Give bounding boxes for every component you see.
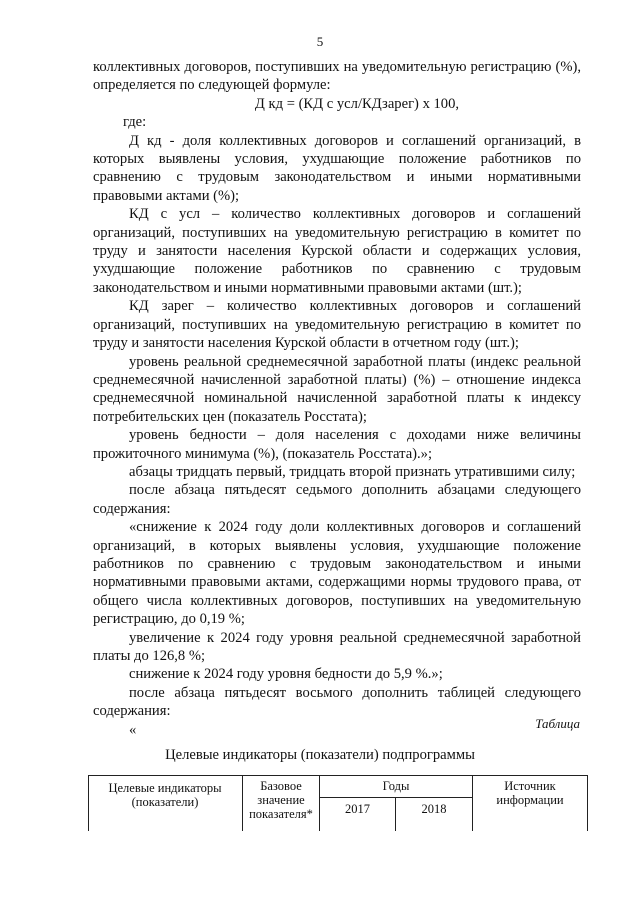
paragraph-repeal: абзацы тридцать первый, тридцать второй признать утратившими силу;	[129, 463, 576, 480]
paragraph-continuation: коллективных договоров, поступивших на уведомительную регистрацию (%), определяется по следующей формуле:	[93, 59, 581, 94]
paragraph-target-wage: увеличение к 2024 году уровня реальной среднемесячной заработной платы до 126,8 %;	[93, 629, 581, 664]
formula-where: где:	[123, 114, 147, 131]
paragraph-target-poverty: снижение к 2024 году уровня бедности до 5,9 %.»;	[129, 666, 443, 683]
table-years-underline	[319, 797, 472, 798]
paragraph-amend-58: после абзаца пятьдесят восьмого дополнить таблицей следующего содержания:	[93, 684, 581, 720]
table-label: Таблица	[535, 716, 580, 731]
definition-kd-usl: КД с усл – количество коллективных договоров и соглашений организаций, поступивших на уведомительную регистрацию в комитет по труду и занятости населения Курской области и содержащих условия, ухудшающие положение работников по сравнению с трудовым законодательством и иными нормативными правовыми актами (шт.);	[93, 206, 581, 296]
definition-poverty: уровень бедности – доля населения с доходами ниже величины прожиточного минимума (%), (показатель Росстата).»;	[93, 427, 581, 462]
definition-d-kd: Д кд - доля коллективных договоров и соглашений организаций, в которых выявлены условия, ухудшающие положение работников по сравнению с трудовым законодательством и иными нормативными правовыми актами (%);	[93, 132, 581, 204]
header-years: Годы	[382, 779, 410, 793]
definition-kd-zareg: КД зарег – количество коллективных договоров и соглашений организаций, поступивших на уведомительную регистрацию в комитет по труду и занятости населения Курской области в отчетном году (шт.);	[93, 298, 581, 352]
header-source: Источник информации	[496, 779, 564, 807]
table-right-border	[587, 775, 588, 831]
table-col-divider-4	[472, 775, 473, 831]
table-col-divider-1	[242, 775, 243, 831]
page-number: 5	[316, 34, 324, 49]
header-base-value: Базовое значение показателя*	[249, 779, 313, 821]
indicators-table	[88, 775, 588, 831]
paragraph-amend-57: после абзаца пятьдесят седьмого дополнить абзацами следующего содержания:	[93, 482, 581, 517]
document-body	[93, 58, 581, 739]
header-year-2018: 2018	[421, 802, 447, 816]
table-top-border	[88, 775, 588, 776]
header-indicators: Целевые индикаторы (показатели)	[108, 781, 222, 809]
definition-real-wage: уровень реальной среднемесячной заработной платы (индекс реальной среднемесячной начисленной заработной платы) (%) – отношение индекса среднемесячной номинальной начисленной заработной платы к индексу потребительских цен (показатель Росстата);	[93, 353, 581, 425]
opening-quote: «	[129, 721, 137, 738]
header-year-2017: 2017	[345, 802, 370, 816]
table-left-border	[88, 775, 89, 831]
formula: Д кд = (КД с усл/КДзарег) х 100,	[254, 95, 460, 112]
table-title: Целевые индикаторы (показатели) подпрограммы	[165, 747, 475, 763]
paragraph-target-agreements: «снижение к 2024 году доли коллективных договоров и соглашений организаций, в которых выявлены условия, ухудшающие положение работников по сравнению с трудовым законодательством и иными нормативными правовыми актами, содержащими нормы трудового права, от общего числа коллективных договоров, поступивших на уведомительную регистрацию, до 0,19 %;	[93, 519, 581, 628]
